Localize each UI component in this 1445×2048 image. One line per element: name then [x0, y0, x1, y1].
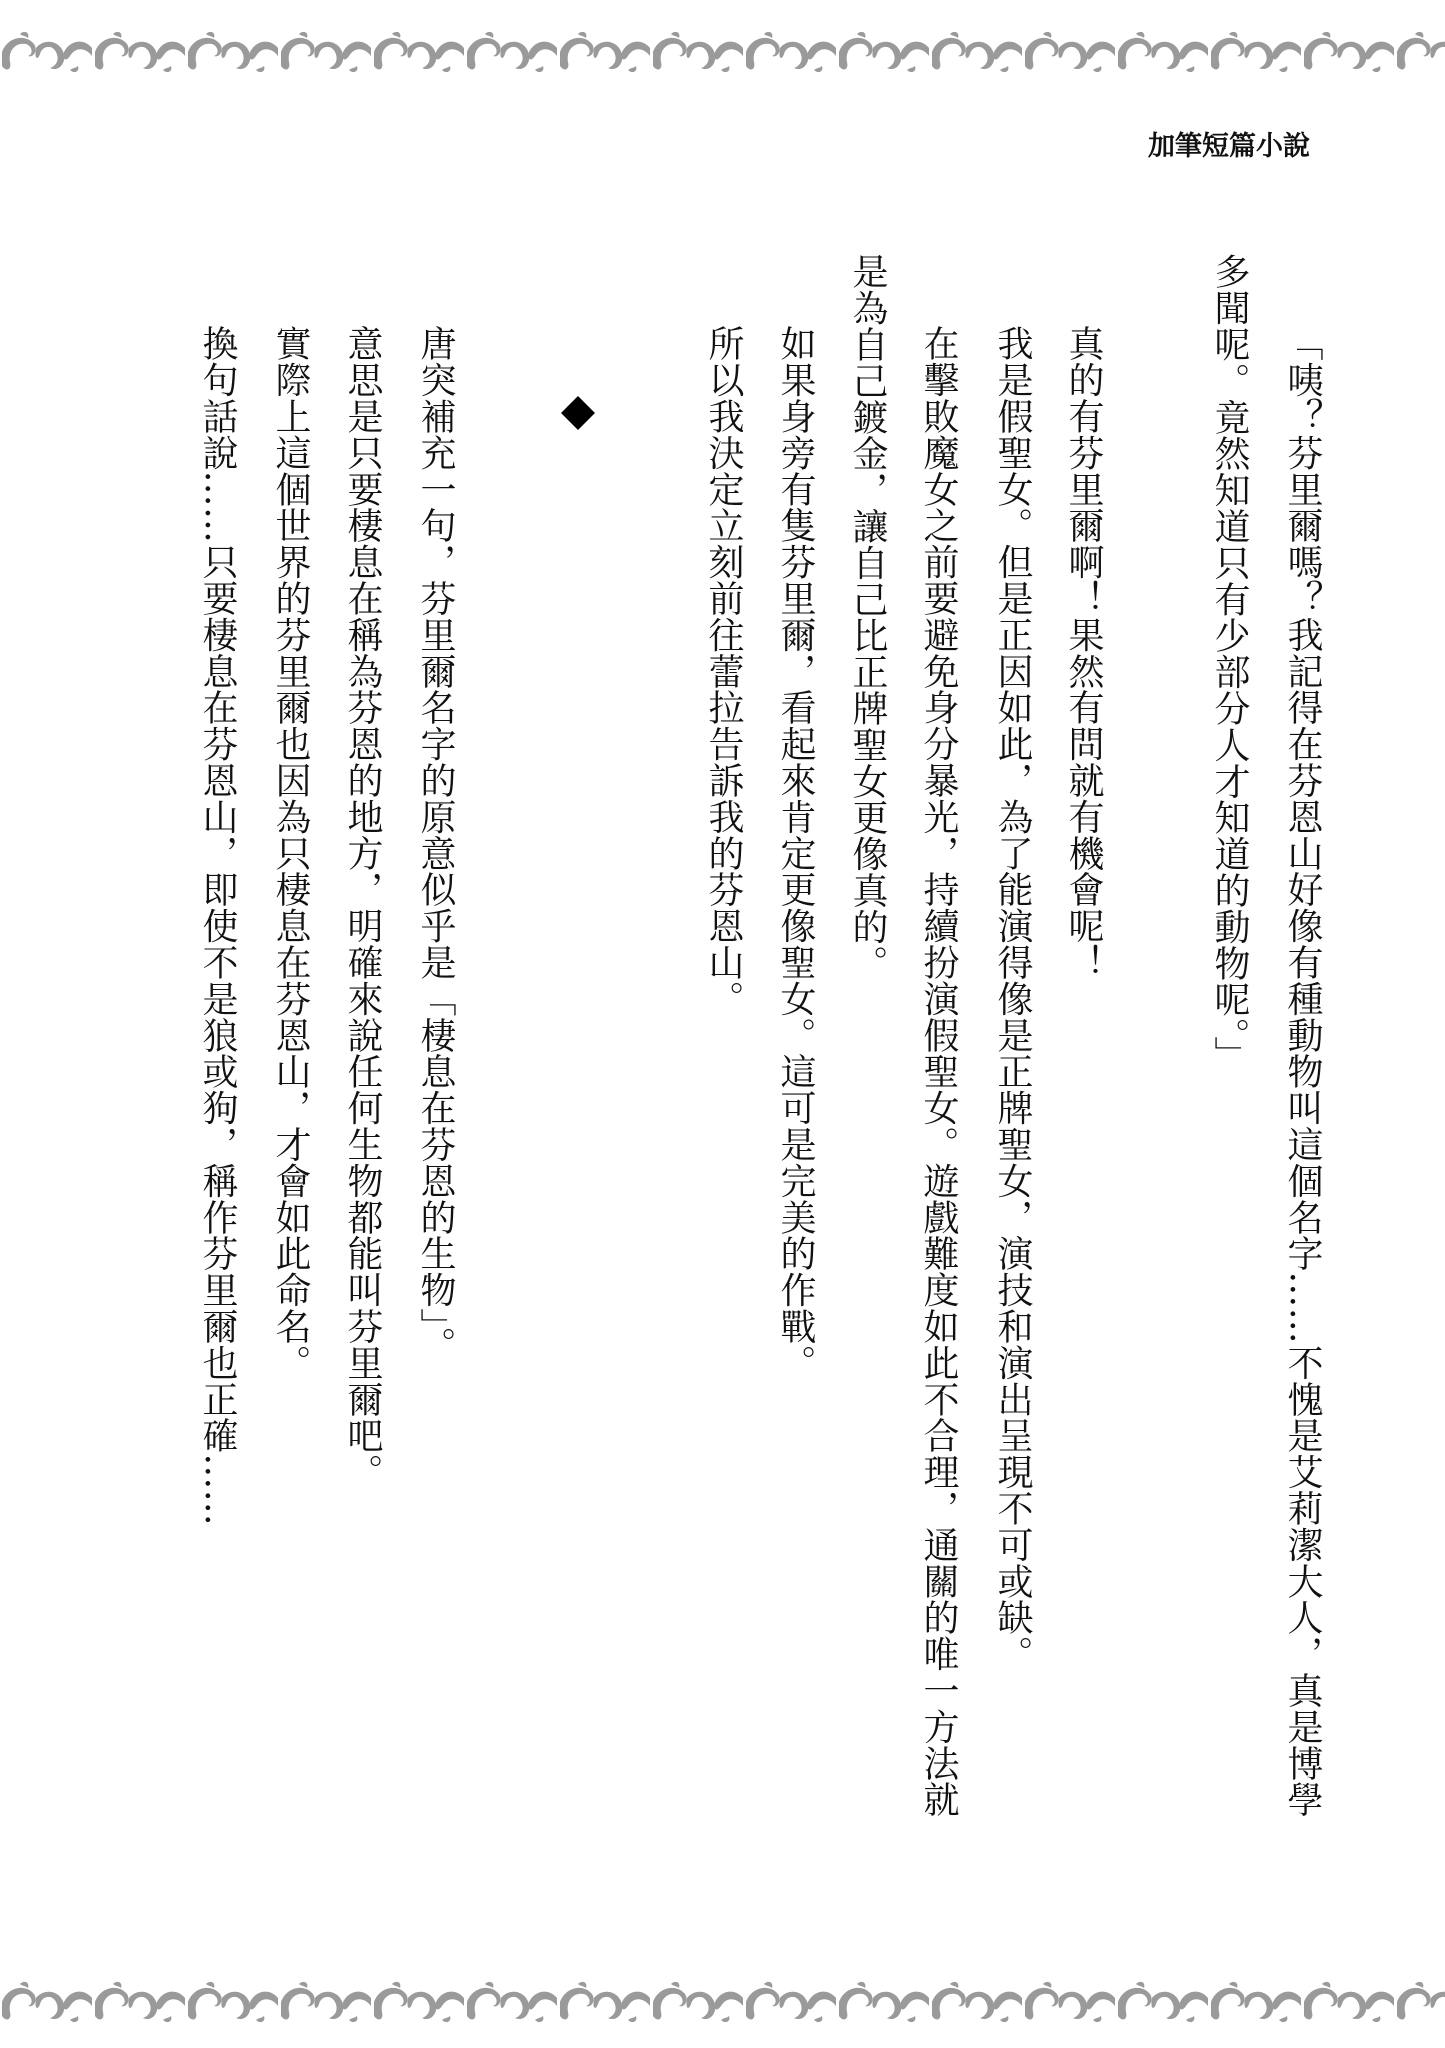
section-break-diamond-icon: [561, 396, 595, 430]
text-column-6: 是為自己鍍金，讓自己比正牌聖女更像真的。: [847, 253, 888, 981]
text-column-2: 多聞呢。竟然知道只有少部分人才知道的動物呢。」: [1209, 253, 1250, 1073]
text-column-11: 實際上這個世界的芬里爾也因為只棲息在芬恩山，才會如此命名。: [270, 325, 311, 1381]
text-column-3: 真的有芬里爾啊！果然有問就有機會呢！: [1063, 325, 1104, 981]
vine-pattern-icon: [0, 30, 1445, 74]
chapter-header: 加筆短篇小說: [1148, 131, 1310, 162]
text-column-7: 如果身旁有隻芬里爾，看起來肯定更像聖女。這可是完美的作戰。: [775, 325, 816, 1381]
vine-pattern-icon: [0, 1980, 1445, 2024]
text-column-8: 所以我決定立刻前往蕾拉告訴我的芬恩山。: [703, 325, 744, 1017]
text-column-12: 換句話說……只要棲息在芬恩山，即使不是狼或狗，稱作芬里爾也正確……: [197, 325, 238, 1527]
top-ornamental-border: [0, 30, 1445, 74]
text-column-1: 「咦？芬里爾嗎？我記得在芬恩山好像有種動物叫這個名字……不愧是艾莉潔大人，真是博學: [1282, 325, 1323, 1818]
bottom-ornamental-border: [0, 1980, 1445, 2024]
text-column-5: 在擊敗魔女之前要避免身分暴光，持續扮演假聖女。遊戲難度如此不合理，通關的唯一方法就: [918, 325, 959, 1818]
text-column-4: 我是假聖女。但是正因如此，為了能演得像是正牌聖女，演技和演出呈現不可或缺。: [992, 325, 1033, 1672]
text-column-10: 意思是只要棲息在稱為芬恩的地方，明確來說任何生物都能叫芬里爾吧。: [342, 325, 383, 1490]
text-column-9: 唐突補充一句，芬里爾名字的原意似乎是「棲息在芬恩的生物」。: [415, 325, 456, 1363]
